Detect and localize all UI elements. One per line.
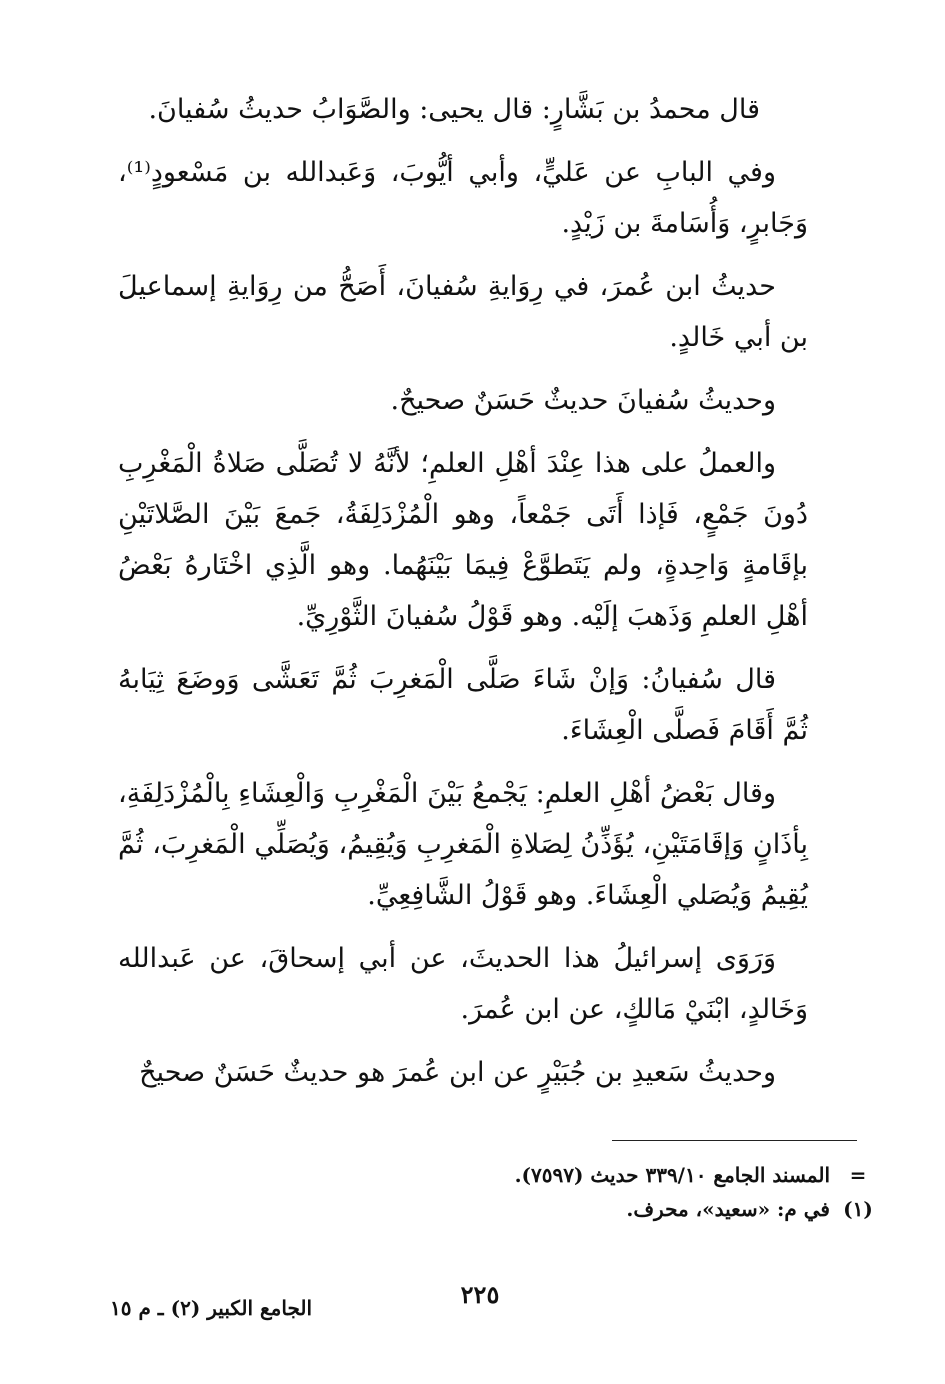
paragraph: وقال بَعْضُ أهْلِ العلمِ: يَجْمعُ بَيْنَ الْمَغْرِبِ وَالْعِشَاءِ بِالْمُزْدَلِفَةِ، بِأذَانٍ وَإقَامَتَيْنِ، يُؤَذِّنُ لِصَلاةِ الْمَغرِبِ وَيُقِيمُ، وَيُصَلِّي الْمَغرِبَ، ثُمَّ يُقِيمُ وَيُصَلي الْعِشَاءَ. وهو قَوْلُ الشَّافِعِيِّ. xyxy=(118,778,808,911)
paragraph: والعملُ على هذا عِنْدَ أهْلِ العلمِ؛ لأنَّهُ لا تُصَلَّى صَلاةُ الْمَغْرِبِ دُونَ جَمْعٍ، فَإذا أَتَى جَمْعاً، وهو الْمُزْدَلِفَةُ، جَمعَ بَيْنَ الصَّلاتَيْنِ بإقَامةٍ وَاحِدةٍ، ولم يَتَطوَّعْ فِيمَا بَيْنَهُما. وهو الَّذِي اخْتَارهُ بَعْضُ أهْلِ العلمِ وَذَهبَ إلَيْه. وهو قَوْلُ سُفيانَ الثَّوْرِيِّ. xyxy=(118,448,808,632)
footnote xyxy=(118,1158,878,1192)
paragraph: وحديثُ سَعيدِ بن جُبَيْرٍ عن ابن عُمرَ هو حديثٌ حَسَنٌ صحيحٌ xyxy=(139,1057,776,1088)
paragraph: قال محمدُ بن بَشَّارٍ: قال يحيى: والصَّوَابُ حديثُ سُفيانَ. xyxy=(148,94,760,125)
footnote xyxy=(118,1192,878,1226)
footnote-divider xyxy=(612,1140,857,1141)
running-footer: الجامع الكبير (٢) ـ م ١٥ xyxy=(110,1296,313,1320)
footnote-marker: (١) xyxy=(843,1197,873,1221)
page-number: ٢٢٥ xyxy=(460,1280,500,1309)
footnote-marker: = xyxy=(849,1163,867,1187)
footnote-text: المسند الجامع ٣٣٩/١٠ حديث (٧٥٩٧). xyxy=(514,1163,830,1187)
paragraph: حديثُ ابن عُمرَ، في رِوَايةِ سُفيانَ، أَصَحُّ من رِوَايةِ إسماعيلَ بن أبي خَالدٍ. xyxy=(118,271,808,353)
paragraph: وَرَوَى إسرائيلُ هذا الحديثَ، عن أبي إسحاقَ، عن عَبدالله وَخَالدٍ، ابْنَيْ مَالكٍ، عن ابن عُمرَ. xyxy=(118,943,808,1025)
paragraph: وفي البابِ عن عَليٍّ، وأبي أيُّوبَ، وَعَبدالله بن مَسْعودٍ⁽¹⁾، وَجَابرٍ، وَأُسَامةَ بن زَيْدٍ. xyxy=(118,157,808,239)
footnotes xyxy=(118,1158,878,1226)
paragraph: وحديثُ سُفيانَ حديثٌ حَسَنٌ صحيحٌ. xyxy=(390,385,776,416)
paragraph: قال سُفيانُ: وَإنْ شَاءَ صَلَّى الْمَغرِبَ ثُمَّ تَعَشَّى وَوضَعَ ثِيَابهُ ثُمَّ أَقَامَ فَصلَّى الْعِشَاءَ. xyxy=(118,664,808,746)
footnote-text: في م: «سعيد»، محرف. xyxy=(626,1197,830,1221)
main-text xyxy=(118,84,808,1110)
